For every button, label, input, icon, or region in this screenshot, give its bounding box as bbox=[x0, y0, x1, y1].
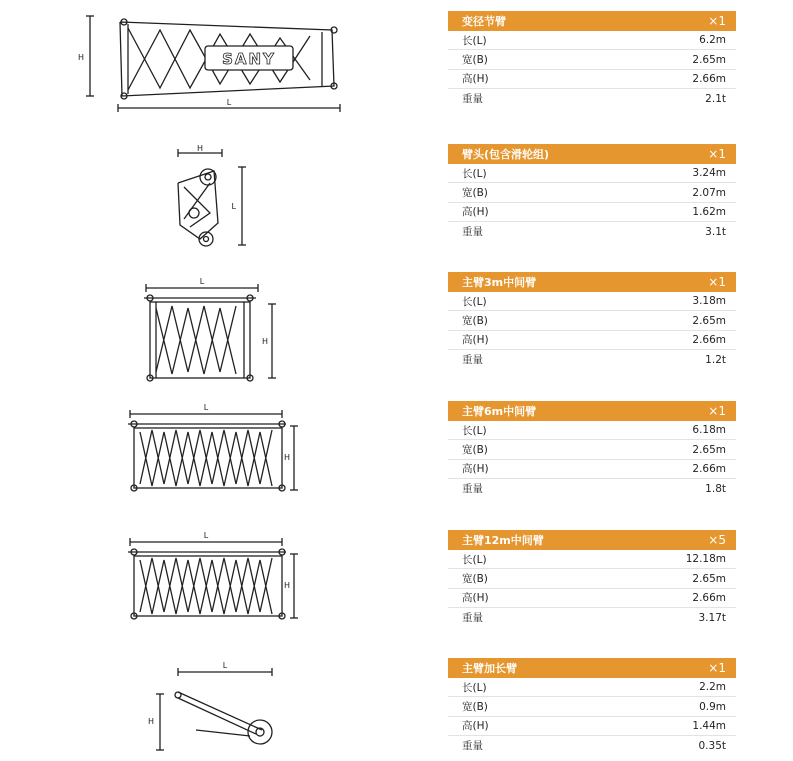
spec-header bbox=[448, 530, 736, 550]
jib-3m-diagram bbox=[0, 272, 360, 387]
spec-row bbox=[448, 479, 736, 498]
spec-label: 长(L) bbox=[462, 681, 487, 694]
spec-value: 12.18m bbox=[685, 553, 726, 566]
jib-head-diagram bbox=[0, 143, 360, 258]
spec-label: 重量 bbox=[462, 226, 483, 239]
spec-label: 高(H) bbox=[462, 463, 489, 476]
spec-value: 3.18m bbox=[692, 295, 726, 308]
spec-row bbox=[448, 569, 736, 588]
spec-value: 3.17t bbox=[698, 611, 726, 624]
spec-value: 6.2m bbox=[699, 34, 726, 47]
spec-row bbox=[448, 164, 736, 183]
spec-row bbox=[448, 183, 736, 202]
spec-quantity: ×1 bbox=[708, 275, 726, 289]
spec-row bbox=[448, 550, 736, 569]
spec-value: 6.18m bbox=[692, 424, 726, 437]
spec-value: 2.65m bbox=[692, 443, 726, 456]
spec-label: 高(H) bbox=[462, 720, 489, 733]
spec-row bbox=[448, 350, 736, 369]
spec-value: 2.65m bbox=[692, 314, 726, 327]
spec-row bbox=[448, 460, 736, 479]
spec-label: 高(H) bbox=[462, 592, 489, 605]
spec-row bbox=[448, 292, 736, 311]
spec-label: 高(H) bbox=[462, 73, 489, 86]
spec-value: 2.2m bbox=[699, 681, 726, 694]
dim-h-label: H bbox=[77, 53, 84, 62]
spec-label: 高(H) bbox=[462, 334, 489, 347]
drawing-jib-6m bbox=[0, 400, 360, 500]
spec-value: 1.8t bbox=[705, 482, 726, 495]
spec-row bbox=[448, 678, 736, 697]
spec-title: 主臂加长臂 bbox=[462, 662, 517, 675]
spec-value: 3.24m bbox=[692, 167, 726, 180]
spec-label: 重量 bbox=[462, 740, 483, 753]
spec-row bbox=[448, 222, 736, 241]
spec-row bbox=[448, 70, 736, 89]
spec-row bbox=[448, 50, 736, 69]
dim-h-label: H bbox=[283, 453, 290, 462]
spec-table bbox=[448, 658, 736, 756]
spec-label: 宽(B) bbox=[462, 444, 488, 457]
spec-value: 3.1t bbox=[705, 225, 726, 238]
spec-value: 2.66m bbox=[692, 591, 726, 604]
spec-label: 长(L) bbox=[462, 295, 487, 308]
spec-row bbox=[448, 697, 736, 716]
spec-header bbox=[448, 401, 736, 421]
spec-quantity: ×5 bbox=[708, 533, 726, 547]
jib-extension-diagram bbox=[0, 650, 360, 758]
drawing-jib-extension bbox=[0, 650, 360, 758]
spec-label: 重量 bbox=[462, 354, 483, 367]
spec-quantity: ×1 bbox=[708, 14, 726, 28]
spec-table bbox=[448, 272, 736, 370]
spec-value: 1.44m bbox=[692, 719, 726, 732]
spec-value: 2.66m bbox=[692, 462, 726, 475]
transition-section-diagram bbox=[0, 8, 360, 118]
spec-row bbox=[448, 89, 736, 108]
spec-header bbox=[448, 658, 736, 678]
spec-quantity: ×1 bbox=[708, 661, 726, 675]
spec-value: 1.2t bbox=[705, 353, 726, 366]
drawing-jib-3m bbox=[0, 272, 360, 387]
dim-h-label: H bbox=[147, 717, 154, 726]
spec-value: 0.9m bbox=[699, 700, 726, 713]
spec-row bbox=[448, 717, 736, 736]
sany-logo: SANY bbox=[222, 50, 276, 68]
spec-table bbox=[448, 11, 736, 109]
spec-value: 2.66m bbox=[692, 333, 726, 346]
drawing-jib-head bbox=[0, 143, 360, 258]
drawing-jib-12m bbox=[0, 528, 360, 628]
dim-l-label: L bbox=[199, 277, 205, 286]
spec-label: 宽(B) bbox=[462, 54, 488, 67]
spec-label: 长(L) bbox=[462, 167, 487, 180]
spec-label: 高(H) bbox=[462, 206, 489, 219]
spec-row bbox=[448, 608, 736, 627]
dim-l-label: L bbox=[203, 403, 209, 412]
jib-6m-diagram bbox=[0, 400, 360, 500]
spec-table bbox=[448, 530, 736, 628]
spec-row bbox=[448, 331, 736, 350]
dim-h-label: H bbox=[283, 581, 290, 590]
spec-title: 臂头(包含滑轮组) bbox=[462, 148, 550, 161]
spec-quantity: ×1 bbox=[708, 147, 726, 161]
spec-value: 2.65m bbox=[692, 572, 726, 585]
dim-h-label: H bbox=[196, 144, 204, 153]
spec-label: 宽(B) bbox=[462, 701, 488, 714]
spec-row bbox=[448, 440, 736, 459]
spec-label: 重量 bbox=[462, 483, 483, 496]
spec-header bbox=[448, 144, 736, 164]
spec-row bbox=[448, 589, 736, 608]
spec-row bbox=[448, 736, 736, 755]
jib-12m-diagram bbox=[0, 528, 360, 628]
spec-value: 0.35t bbox=[698, 739, 726, 752]
spec-value: 2.1t bbox=[705, 92, 726, 105]
spec-label: 宽(B) bbox=[462, 573, 488, 586]
spec-title: 主臂6m中间臂 bbox=[462, 405, 537, 418]
spec-label: 重量 bbox=[462, 93, 483, 106]
spec-value: 1.62m bbox=[692, 205, 726, 218]
dim-h-label: H bbox=[261, 337, 268, 346]
spec-quantity: ×1 bbox=[708, 404, 726, 418]
spec-row bbox=[448, 421, 736, 440]
spec-table bbox=[448, 401, 736, 499]
spec-value: 2.65m bbox=[692, 53, 726, 66]
spec-value: 2.66m bbox=[692, 72, 726, 85]
dim-l-label: L bbox=[226, 98, 232, 107]
spec-title: 主臂3m中间臂 bbox=[462, 276, 537, 289]
spec-row bbox=[448, 203, 736, 222]
spec-label: 宽(B) bbox=[462, 315, 488, 328]
spec-title: 主臂12m中间臂 bbox=[462, 534, 544, 547]
spec-label: 长(L) bbox=[462, 34, 487, 47]
spec-table bbox=[448, 144, 736, 242]
spec-label: 宽(B) bbox=[462, 187, 488, 200]
spec-header bbox=[448, 11, 736, 31]
spec-label: 长(L) bbox=[462, 553, 487, 566]
spec-row bbox=[448, 31, 736, 50]
dim-l-label: L bbox=[203, 531, 209, 540]
spec-row bbox=[448, 311, 736, 330]
spec-label: 重量 bbox=[462, 612, 483, 625]
spec-header bbox=[448, 272, 736, 292]
dim-l-label: L bbox=[222, 661, 228, 670]
spec-value: 2.07m bbox=[692, 186, 726, 199]
drawing-transition-section bbox=[0, 8, 360, 118]
spec-label: 长(L) bbox=[462, 424, 487, 437]
spec-title: 变径节臂 bbox=[462, 15, 506, 28]
dim-l-label: L bbox=[231, 202, 236, 211]
